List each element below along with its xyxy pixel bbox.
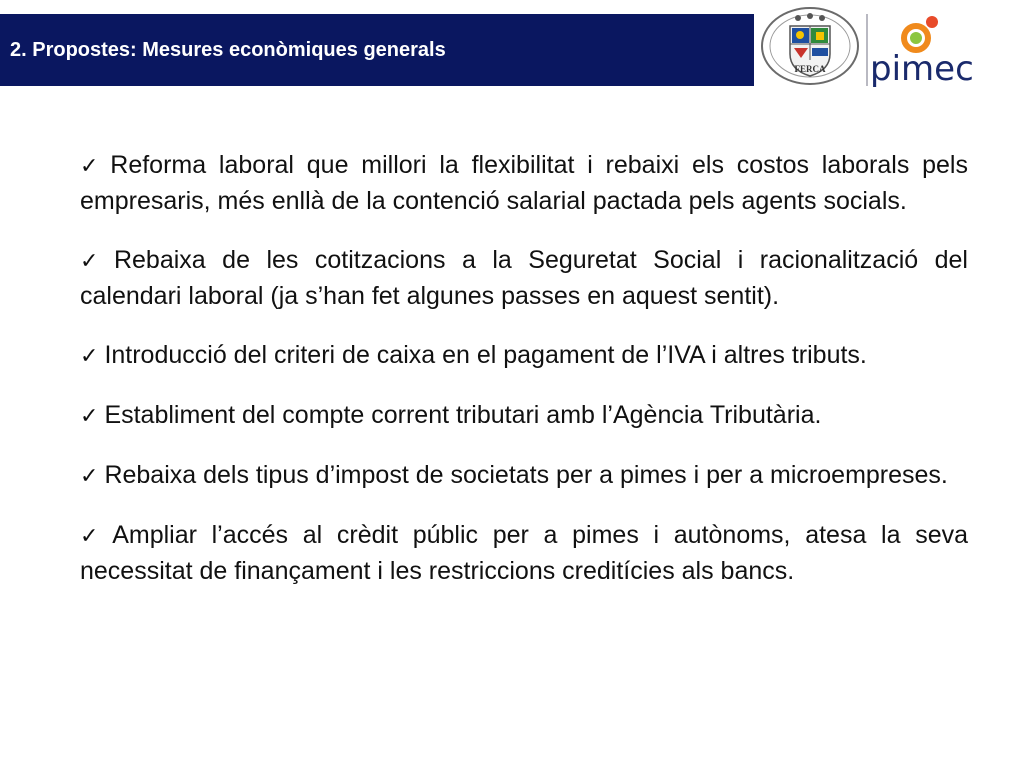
pimec-logo <box>868 8 974 88</box>
checkmark-icon: ✓ <box>80 464 99 489</box>
bullet-text: Reforma laboral que millori la flexibilitat i rebaixi els costos laborals pels empresaris, més enllà de la contenció salarial pactada pels agents socials. <box>80 151 968 215</box>
bullet-text: Establiment del compte corrent tributari amb l’Agència Tributària. <box>104 401 822 429</box>
header-bar <box>0 14 754 86</box>
bullet-item <box>80 338 968 374</box>
checkmark-icon: ✓ <box>80 524 107 549</box>
slide-title: 2. Propostes: Mesures econòmiques generals <box>10 39 446 61</box>
bullet-text: Ampliar l’accés al crèdit públic per a pimes i autònoms, atesa la seva necessitat de finançament i les restriccions creditícies als bancs. <box>80 521 968 585</box>
bullet-list <box>80 148 968 589</box>
bullet-text: Rebaixa de les cotitzacions a la Seguretat Social i racionalització del calendari laboral (ja s’han fet algunes passes en aquest sentit). <box>80 246 968 310</box>
bullet-item <box>80 243 968 314</box>
checkmark-icon: ✓ <box>80 404 99 429</box>
bullet-item <box>80 398 968 434</box>
checkmark-icon: ✓ <box>80 249 108 274</box>
bullet-item <box>80 458 968 494</box>
bullet-text: Rebaixa dels tipus d’impost de societats per a pimes i per a microempreses. <box>104 461 948 489</box>
checkmark-icon: ✓ <box>80 154 105 179</box>
ferca-seal-logo <box>756 4 864 88</box>
checkmark-icon: ✓ <box>80 344 99 369</box>
pimec-logo-text: pimec <box>870 49 974 88</box>
bullet-text: Introducció del criteri de caixa en el pagament de l’IVA i altres tributs. <box>104 341 867 369</box>
bullet-item <box>80 148 968 219</box>
bullet-item <box>80 518 968 589</box>
ferca-logo-text: FERCA <box>794 64 826 74</box>
